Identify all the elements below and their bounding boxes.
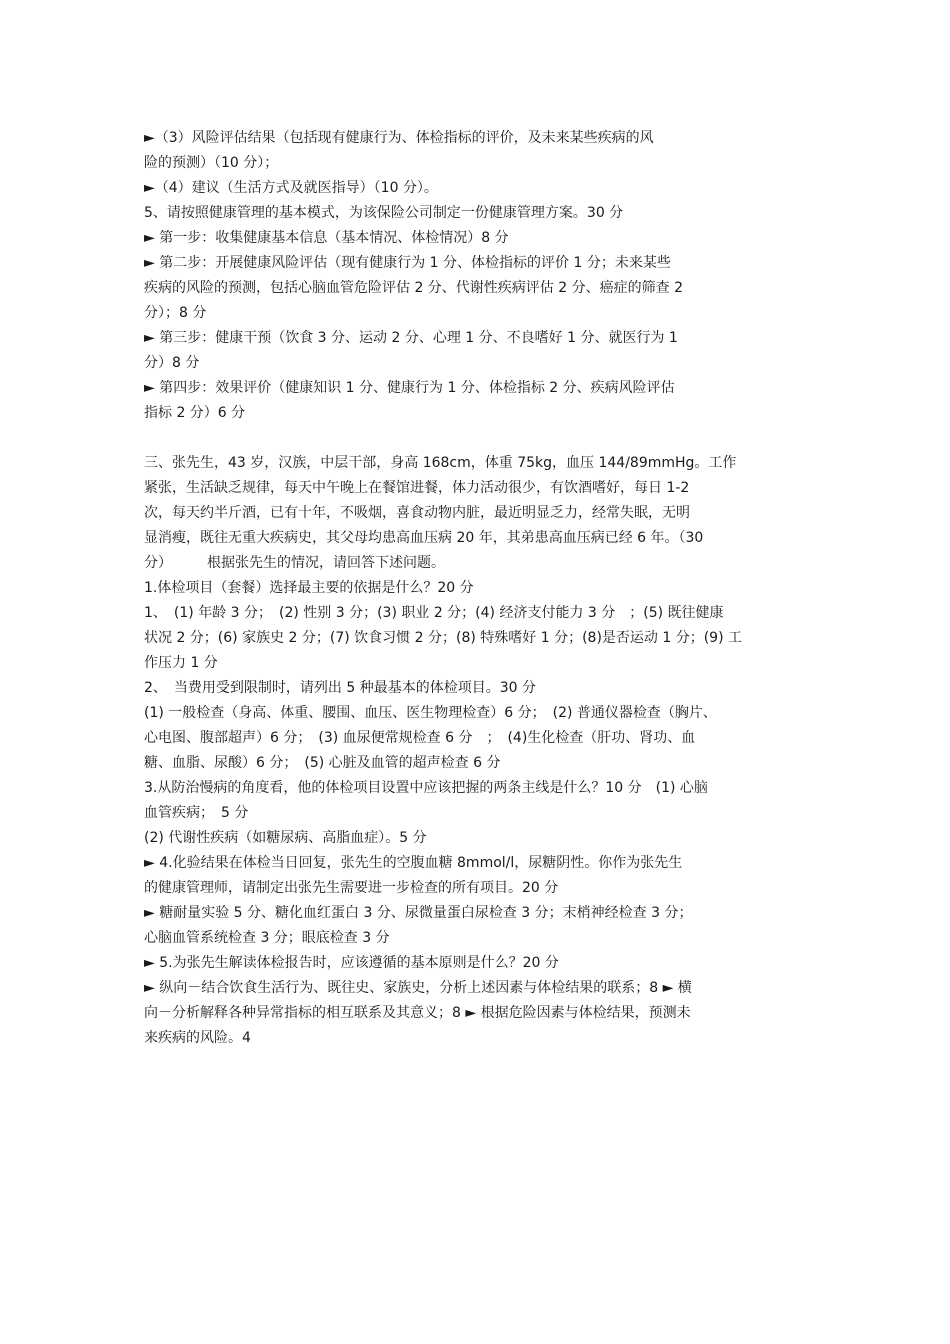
text-line: ► 第一步：收集健康基本信息（基本情况、体检情况）8 分	[144, 230, 509, 246]
text-line: ► 第三步：健康干预（饮食 3 分、运动 2 分、心理 1 分、不良嗜好 1 分、就医行为 1	[144, 330, 678, 346]
text-line: ► 第四步：效果评价（健康知识 1 分、健康行为 1 分、体检指标 2 分、疾病风险评估	[144, 380, 675, 396]
text-line: ► 5.为张先生解读体检报告时，应该遵循的基本原则是什么？20 分	[144, 955, 559, 971]
text-line: 5、请按照健康管理的基本模式，为该保险公司制定一份健康管理方案。30 分	[144, 205, 624, 221]
text-line: 险的预测）（10 分）；	[144, 155, 279, 171]
text-line: 3.从防治慢病的角度看，他的体检项目设置中应该把握的两条主线是什么？10 分 (1) 心脑	[144, 780, 708, 796]
text-line: ► 纵向－结合饮食生活行为、既往史、家族史，分析上述因素与体检结果的联系；8 ► 横	[144, 980, 692, 996]
text-line: 心电图、腹部超声）6 分； (3) 血尿便常规检查 6 分 ； (4)生化检查（肝功、肾功、血	[144, 730, 696, 746]
text-line: 次，每天约半斤酒，已有十年，不吸烟，喜食动物内脏，最近明显乏力，经常失眠，无明	[144, 505, 690, 521]
text-line: 显消瘦，既往无重大疾病史，其父母均患高血压病 20 年，其弟患高血压病已经 6 年。（30	[144, 530, 704, 546]
text-line: ► 糖耐量实验 5 分、糖化血红蛋白 3 分、尿微量蛋白尿检查 3 分；末梢神经检查 3 分；	[144, 905, 693, 921]
text-line: ►（4）建议（生活方式及就医指导）（10 分）。	[144, 180, 438, 196]
document-body	[144, 126, 814, 1051]
paragraph-gap	[144, 426, 814, 451]
text-line: ►（3）风险评估结果（包括现有健康行为、体检指标的评价，及未来某些疾病的风	[144, 130, 654, 146]
text-line: 1.体检项目（套餐）选择最主要的依据是什么？20 分	[144, 580, 474, 596]
text-line: 向－分析解释各种异常指标的相互联系及其意义；8 ► 根据危险因素与体检结果，预测未	[144, 1005, 691, 1021]
text-line: 三、张先生，43 岁，汉族，中层干部，身高 168cm，体重 75kg，血压 144/89mmHg。工作	[144, 455, 737, 471]
text-line: 1、 (1) 年龄 3 分； (2) 性别 3 分；(3) 职业 2 分；(4) 经济支付能力 3 分 ；(5) 既往健康	[144, 605, 724, 621]
text-line: 来疾病的风险。4	[144, 1030, 251, 1046]
text-line: ► 第二步：开展健康风险评估（现有健康行为 1 分、体检指标的评价 1 分；未来某些	[144, 255, 671, 271]
text-line: 状况 2 分；(6) 家族史 2 分；(7) 饮食习惯 2 分；(8) 特殊嗜好 1 分；(8)是否运动 1 分；(9) 工	[144, 630, 742, 646]
text-line: 指标 2 分）6 分	[144, 405, 246, 421]
text-line: 作压力 1 分	[144, 655, 218, 671]
text-line: 疾病的风险的预测，包括心脑血管危险评估 2 分、代谢性疾病评估 2 分、癌症的筛查 2	[144, 280, 683, 296]
text-line: 糖、血脂、尿酸）6 分； (5) 心脏及血管的超声检查 6 分	[144, 755, 501, 771]
text-line: 分） 根据张先生的情况，请回答下述问题。	[144, 555, 445, 571]
text-line: 紧张，生活缺乏规律，每天中午晚上在餐馆进餐，体力活动很少，有饮酒嗜好，每日 1-2	[144, 480, 690, 496]
text-line: (2) 代谢性疾病（如糖尿病、高脂血症）。5 分	[144, 830, 427, 846]
text-line: 血管疾病； 5 分	[144, 805, 249, 821]
text-line: ► 4.化验结果在体检当日回复，张先生的空腹血糖 8mmol/l，尿糖阴性。你作为张先生	[144, 855, 683, 871]
text-line: 2、 当费用受到限制时，请列出 5 种最基本的体检项目。30 分	[144, 680, 536, 696]
text-line: 的健康管理师，请制定出张先生需要进一步检查的所有项目。20 分	[144, 880, 559, 896]
text-line: 分）8 分	[144, 355, 200, 371]
text-line: 心脑血管系统检查 3 分；眼底检查 3 分	[144, 930, 390, 946]
text-line: (1) 一般检查（身高、体重、腰围、血压、医生物理检查）6 分； (2) 普通仪器检查（胸片、	[144, 705, 717, 721]
text-line: 分）；8 分	[144, 305, 207, 321]
